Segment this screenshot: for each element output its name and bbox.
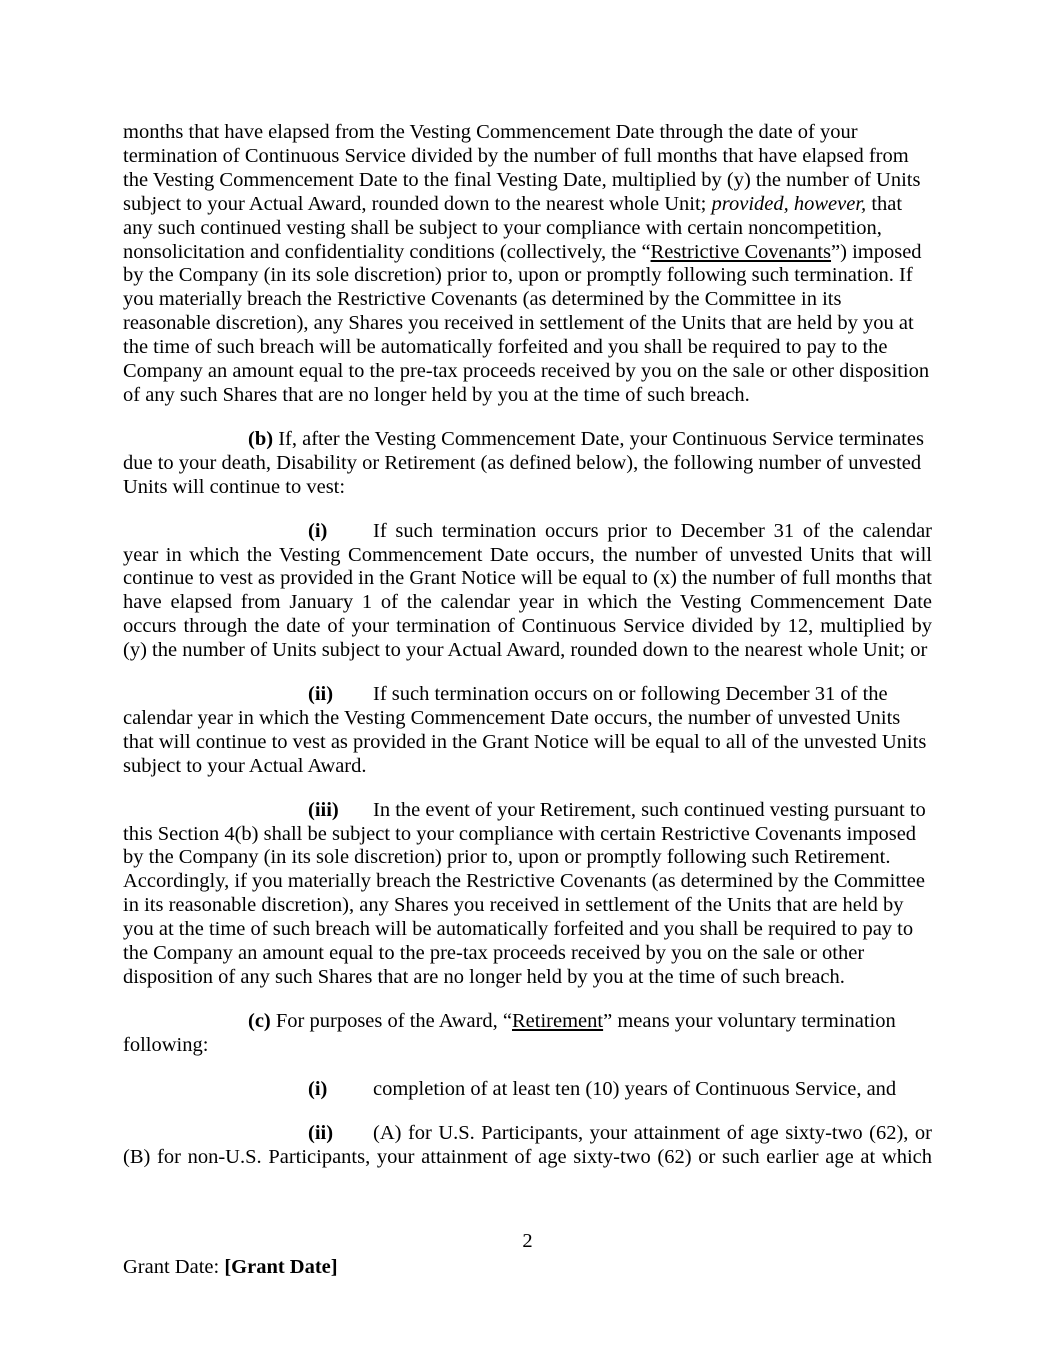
footer-grant-date-value: [Grant Date]	[224, 1256, 338, 1278]
document-body	[123, 121, 932, 1189]
paragraph-b-i: (i) If such termination occurs prior to December 31 of the calendar year in which the Vesting Commencement Date occurs, the number of unvested Units that will continue to vest as provided in the Grant Notice will be equal to (x) the number of full months that have elapsed from January 1 of the calendar year in which the Vesting Commencement Date occurs through the date of your termination of Continuous Service divided by 12, multiplied by (y) the number of Units subject to your Actual Award, rounded down to the nearest whole Unit; or	[123, 519, 932, 662]
paragraph-b-iii: (iii) In the event of your Retirement, such continued vesting pursuant to this Section 4(b) shall be subject to your compliance with certain Restrictive Covenants imposed by the Company (in its sole discretion) prior to, upon or promptly following such Retirement. Accordingly, if you materially breach the Restrictive Covenants (as determined by the Committee in its reasonable discretion), any Shares you received in settlement of the Units that are held by you at the time of such breach will be automatically forfeited and you shall be required to pay to the Company an amount equal to the pre-tax proceeds received by you on the sale or other disposition of any such Shares that are no longer held by you at the time of such breach.	[123, 798, 926, 988]
paragraph-b: (b) If, after the Vesting Commencement Date, your Continuous Service terminates due to your death, Disability or Retirement (as defined below), the following number of unvested Units will continue to vest:	[123, 427, 924, 498]
paragraph-c-i: (i) completion of at least ten (10) years of Continuous Service, and	[308, 1077, 897, 1100]
page-number: 2	[522, 1230, 533, 1252]
paragraph-continuation: months that have elapsed from the Vesting Commencement Date through the date of your termination of Continuous Service divided by the number of full months that have elapsed from the Vesting Commencement Date to the final Vesting Date, multiplied by (y) the number of Units subject to your Actual Award, rounded down to the nearest whole Unit; provided, however, that any such continued vesting shall be subject to your compliance with certain noncompetition, nonsolicitation and confidentiality conditions (collectively, the “Restrictive Covenants”) imposed by the Company (in its sole discretion) prior to, upon or promptly following such termination. If you materially breach the Restrictive Covenants (as determined by the Committee in its reasonable discretion), any Shares you received in settlement of the Units that are held by you at the time of such breach will be automatically forfeited and you shall be required to pay to the Company an amount equal to the pre-tax proceeds received by you on the sale or other disposition of any such Shares that are no longer held by you at the time of such breach.	[123, 121, 930, 406]
paragraph-b-ii: (ii) If such termination occurs on or following December 31 of the calendar year in which the Vesting Commencement Date occurs, the number of unvested Units that will continue to vest as provided in the Grant Notice will be equal to all of the unvested Units subject to your Actual Award.	[123, 683, 927, 777]
footer-grant-date	[123, 1255, 338, 1279]
footer-grant-date-label: Grant Date:	[123, 1256, 225, 1278]
paragraph-c: (c) For purposes of the Award, “Retirement” means your voluntary termination following:	[123, 1009, 896, 1056]
paragraph-c-ii: (ii) (A) for U.S. Participants, your attainment of age sixty-two (62), or (B) for non-U.S. Participants, your attainment of age sixty-two (62) or such earlier age at which	[123, 1121, 932, 1168]
